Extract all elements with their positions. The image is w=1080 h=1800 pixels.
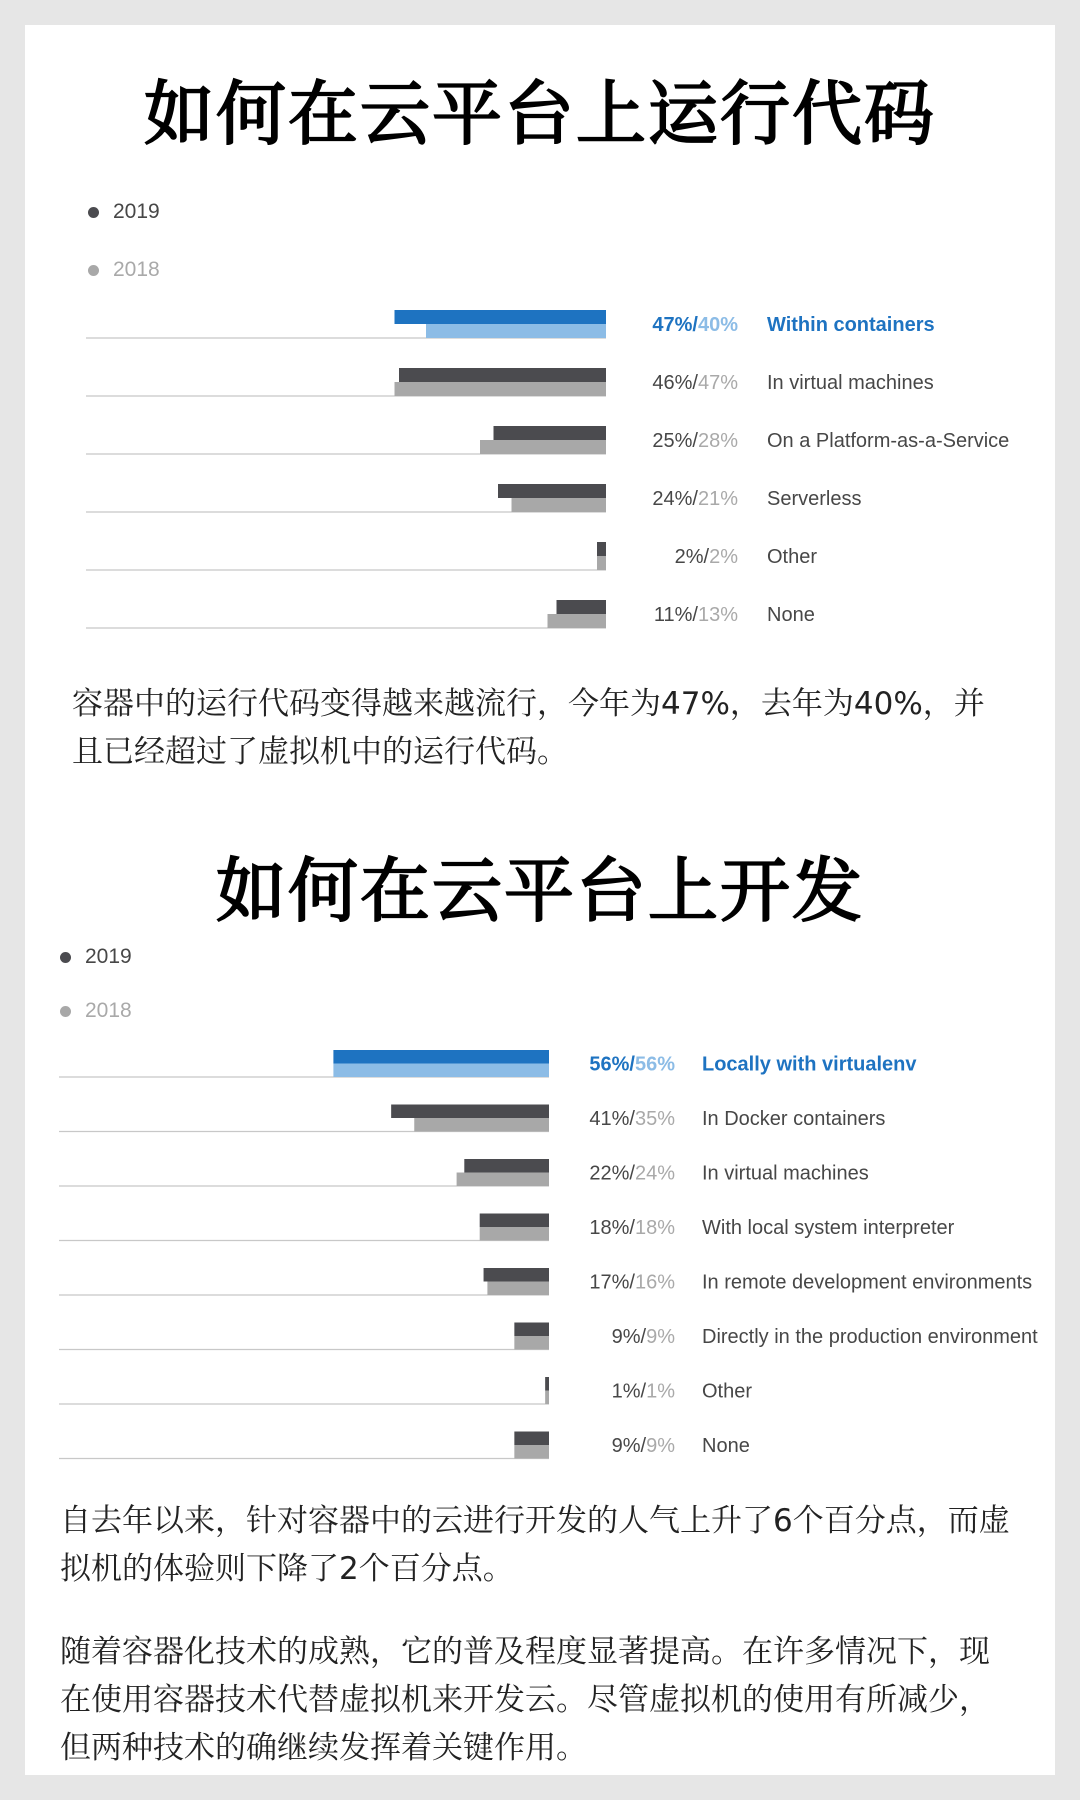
bar-2018 [457,1173,549,1187]
bar-2018 [414,1118,549,1132]
value-label-2018: 9% [646,1435,675,1457]
value-label [589,1163,675,1185]
bar-row [59,1105,885,1132]
category-label: Serverless [767,488,862,510]
category-label: None [767,604,815,626]
category-label: Locally with virtualenv [702,1053,917,1076]
value-label-2018: 47% [697,372,738,394]
value-label-2019: 11%/ [653,604,698,626]
bar-2019 [391,1105,549,1119]
value-label-2018: 24% [634,1162,675,1185]
bar-2018 [512,498,607,512]
legend-dot-2019 [60,952,71,963]
legend-item-2018 [88,258,160,282]
value-label [589,1217,675,1239]
value-label-2019: 41%/ [589,1108,635,1130]
bar-row [59,1377,752,1404]
bar-2018 [480,440,606,454]
bar-row [59,1159,869,1186]
bar-row [86,484,861,512]
bar-2018 [333,1064,549,1078]
bar-row [59,1432,750,1459]
legend-dot-2018 [60,1006,71,1017]
bar-row [86,368,934,396]
value-label [652,372,738,394]
bar-row [86,542,817,570]
bar-2018 [426,324,606,338]
value-label-2018: 40% [697,314,738,336]
category-label: None [702,1435,750,1457]
bar-2019 [333,1050,549,1064]
value-label [612,1381,676,1403]
legend-label-2019: 2019 [113,200,160,223]
bar-2018 [487,1282,549,1296]
bar-2018 [597,556,606,570]
bar-chart-develop [0,1050,1080,1490]
caption-develop-2: 随着容器化技术的成熟，它的普及程度显著提高。在许多情况下，现在使用容器技术代替虚拟机来开发云。尽管虚拟机的使用有所减少，但两种技术的确继续发挥着关键作用。 [60,1634,990,1766]
bar-2018 [480,1227,549,1241]
value-label-2019: 47%/ [652,314,698,336]
bar-2019 [557,600,607,614]
value-label-2018: 28% [697,430,738,452]
legend-label-2018: 2018 [85,999,132,1022]
legend-item-2019 [60,945,132,969]
value-label-2019: 46%/ [652,372,698,394]
value-label-2018: 1% [646,1380,675,1403]
legend-label-2019: 2019 [85,945,132,968]
category-label: With local system interpreter [702,1217,955,1239]
value-label-2019: 1%/ [611,1380,647,1403]
bar-2019 [597,542,606,556]
value-label [652,430,738,452]
value-label [652,488,738,510]
bar-row [86,426,1009,454]
category-label: Within containers [767,314,935,336]
bar-chart-run-code [0,310,1080,650]
value-label-2019: 9%/ [611,1326,647,1348]
category-label: In virtual machines [767,372,934,394]
bar-row [59,1323,1038,1350]
bar-2018 [545,1391,549,1405]
bar-2019 [395,310,607,324]
bar-2019 [514,1323,549,1337]
bar-2018 [514,1336,549,1350]
value-label-2018: 18% [634,1217,675,1239]
value-label-2018: 13% [697,604,738,626]
value-label-2019: 9%/ [611,1435,647,1457]
value-label-2019: 2%/ [674,546,710,568]
value-label-2019: 22%/ [589,1162,635,1185]
category-label: In virtual machines [702,1162,869,1185]
caption-develop-1: 自去年以来，针对容器中的云进行开发的人气上升了6个百分点，而虚拟机的体验则下降了2个百分点。 [60,1503,1010,1587]
bar-row [59,1268,1032,1295]
value-label-2019: 24%/ [652,488,698,510]
caption-run-code: 容器中的运行代码变得越来越流行，今年为47%，去年为40%，并且已经超过了虚拟机中的运行代码。 [72,686,985,770]
legend-label-2018: 2018 [113,258,160,281]
bar-row [86,310,935,338]
legend-dot-2019 [88,207,99,218]
value-label [589,1108,675,1130]
bar-2018 [395,382,607,396]
bar-row [59,1214,955,1241]
value-label-2019: 18%/ [589,1217,635,1239]
bar-row [86,600,815,628]
value-label [675,546,739,568]
value-label [654,604,738,626]
bar-2019 [498,484,606,498]
category-label: On a Platform-as-a-Service [767,430,1010,452]
bar-2019 [480,1214,549,1228]
bar-2019 [464,1159,549,1173]
chart-title-run-code: 如何在云平台上运行代码 [144,73,936,155]
value-label-2018: 9% [646,1326,675,1348]
bar-2019 [399,368,606,382]
category-label: In remote development environments [702,1271,1033,1294]
bar-2019 [514,1432,549,1446]
chart-title-develop: 如何在云平台上开发 [216,850,864,932]
value-label [589,1272,675,1294]
value-label-2018: 56% [634,1053,675,1076]
category-label: In Docker containers [702,1108,886,1130]
legend-dot-2018 [88,265,99,276]
value-label-2018: 35% [634,1108,675,1130]
category-label: Other [767,546,818,568]
bar-2019 [494,426,607,440]
bar-2019 [545,1377,549,1391]
bar-2018 [548,614,607,628]
value-label-2019: 56%/ [589,1053,635,1076]
bar-row [59,1050,917,1077]
category-label: Directly in the production environment [702,1326,1038,1348]
value-label [612,1326,676,1348]
value-label [652,314,738,336]
bar-2018 [514,1445,549,1459]
bar-2019 [484,1268,549,1282]
value-label-2018: 2% [709,546,738,568]
value-label-2019: 17%/ [589,1271,635,1294]
legend-item-2019 [88,200,160,224]
value-label-2019: 25%/ [652,430,698,452]
value-label [589,1054,675,1076]
legend-item-2018 [60,999,132,1023]
value-label-2018: 21% [697,488,738,510]
category-label: Other [702,1380,753,1403]
value-label-2018: 16% [634,1271,675,1294]
value-label [612,1435,676,1457]
